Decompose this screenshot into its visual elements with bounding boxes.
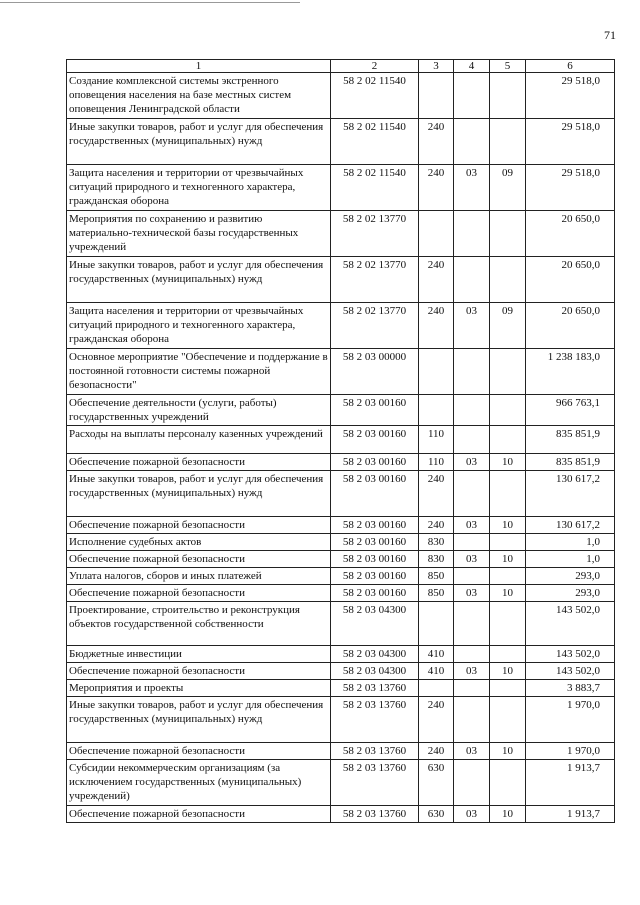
cell-vr: 410 (419, 646, 454, 663)
table-row (67, 534, 615, 551)
cell-pr: 10 (490, 454, 526, 471)
cell-rz (454, 395, 490, 426)
cell-code: 58 2 03 00160 (331, 568, 419, 585)
cell-code: 58 2 02 13770 (331, 211, 419, 257)
cell-sum: 1 913,7 (526, 806, 615, 823)
cell-pr: 10 (490, 585, 526, 602)
cell-code: 58 2 02 11540 (331, 73, 419, 119)
cell-pr: 10 (490, 663, 526, 680)
cell-name: Обеспечение пожарной безопасности (67, 517, 331, 534)
cell-pr: 10 (490, 517, 526, 534)
cell-sum: 835 851,9 (526, 426, 615, 454)
cell-sum: 1,0 (526, 551, 615, 568)
table-row (67, 517, 615, 534)
cell-name: Обеспечение пожарной безопасности (67, 551, 331, 568)
cell-pr (490, 395, 526, 426)
cell-pr (490, 760, 526, 806)
cell-vr: 830 (419, 534, 454, 551)
cell-name: Иные закупки товаров, работ и услуг для обеспечения государственных (муниципальных) нужд (67, 119, 331, 165)
cell-rz (454, 211, 490, 257)
cell-code: 58 2 03 00160 (331, 426, 419, 454)
cell-vr (419, 211, 454, 257)
cell-name: Проектирование, строительство и реконструкция объектов государственной собственности (67, 602, 331, 646)
table-row (67, 680, 615, 697)
cell-sum: 835 851,9 (526, 454, 615, 471)
cell-vr: 830 (419, 551, 454, 568)
cell-code: 58 2 03 00160 (331, 585, 419, 602)
cell-sum: 20 650,0 (526, 257, 615, 303)
cell-rz (454, 646, 490, 663)
cell-name: Создание комплексной системы экстренного оповещения населения на базе местных систем оповещения Ленинградской области (67, 73, 331, 119)
cell-rz (454, 119, 490, 165)
table-row (67, 697, 615, 743)
cell-pr: 09 (490, 303, 526, 349)
cell-rz (454, 602, 490, 646)
cell-sum: 1 970,0 (526, 743, 615, 760)
cell-code: 58 2 03 00160 (331, 517, 419, 534)
cell-rz: 03 (454, 585, 490, 602)
cell-rz (454, 257, 490, 303)
cell-pr (490, 349, 526, 395)
cell-rz (454, 73, 490, 119)
cell-code: 58 2 03 04300 (331, 663, 419, 680)
cell-vr: 850 (419, 585, 454, 602)
table-row (67, 760, 615, 806)
cell-sum: 966 763,1 (526, 395, 615, 426)
cell-code: 58 2 03 13760 (331, 806, 419, 823)
cell-sum: 1,0 (526, 534, 615, 551)
cell-name: Мероприятия по сохранению и развитию материально-технической базы государственных учреждений (67, 211, 331, 257)
cell-vr: 240 (419, 743, 454, 760)
cell-vr: 240 (419, 303, 454, 349)
cell-vr (419, 395, 454, 426)
cell-sum: 143 502,0 (526, 646, 615, 663)
cell-pr (490, 73, 526, 119)
cell-code: 58 2 03 00160 (331, 471, 419, 517)
cell-name: Мероприятия и проекты (67, 680, 331, 697)
cell-rz: 03 (454, 551, 490, 568)
cell-name: Обеспечение пожарной безопасности (67, 585, 331, 602)
cell-rz (454, 534, 490, 551)
cell-name: Защита населения и территории от чрезвычайных ситуаций природного и техногенного характера, гражданская оборона (67, 303, 331, 349)
table-row (67, 646, 615, 663)
cell-rz (454, 471, 490, 517)
table-row (67, 211, 615, 257)
cell-code: 58 2 03 13760 (331, 680, 419, 697)
cell-name: Обеспечение пожарной безопасности (67, 663, 331, 680)
cell-name: Обеспечение деятельности (услуги, работы) государственных учреждений (67, 395, 331, 426)
cell-code: 58 2 03 00160 (331, 395, 419, 426)
cell-name: Исполнение судебных актов (67, 534, 331, 551)
cell-rz (454, 697, 490, 743)
cell-sum: 3 883,7 (526, 680, 615, 697)
cell-vr: 110 (419, 454, 454, 471)
cell-code: 58 2 02 11540 (331, 119, 419, 165)
cell-sum: 293,0 (526, 568, 615, 585)
cell-name: Субсидии некоммерческим организациям (за исключением государственных (муниципальных) учреждений) (67, 760, 331, 806)
cell-pr (490, 211, 526, 257)
table-row (67, 426, 615, 454)
cell-pr: 10 (490, 806, 526, 823)
cell-rz (454, 349, 490, 395)
cell-code: 58 2 03 04300 (331, 646, 419, 663)
cell-vr: 630 (419, 806, 454, 823)
table-row (67, 73, 615, 119)
table-row (67, 806, 615, 823)
cell-vr: 630 (419, 760, 454, 806)
cell-name: Обеспечение пожарной безопасности (67, 806, 331, 823)
cell-rz (454, 568, 490, 585)
cell-vr: 240 (419, 119, 454, 165)
cell-code: 58 2 03 04300 (331, 602, 419, 646)
cell-pr (490, 534, 526, 551)
cell-vr (419, 73, 454, 119)
cell-code: 58 2 03 13760 (331, 760, 419, 806)
cell-rz: 03 (454, 454, 490, 471)
cell-rz: 03 (454, 165, 490, 211)
table-row (67, 349, 615, 395)
cell-name: Основное мероприятие "Обеспечение и поддержание в постоянной готовности системы пожарной безопасности" (67, 349, 331, 395)
cell-rz: 03 (454, 303, 490, 349)
table-row (67, 743, 615, 760)
table-row (67, 395, 615, 426)
cell-name: Обеспечение пожарной безопасности (67, 454, 331, 471)
table-row (67, 471, 615, 517)
cell-sum: 29 518,0 (526, 73, 615, 119)
cell-rz (454, 426, 490, 454)
cell-name: Бюджетные инвестиции (67, 646, 331, 663)
table-row (67, 663, 615, 680)
header-col-2: 2 (331, 60, 419, 73)
cell-pr (490, 426, 526, 454)
cell-sum: 1 238 183,0 (526, 349, 615, 395)
table-row (67, 303, 615, 349)
cell-sum: 143 502,0 (526, 602, 615, 646)
table-row (67, 165, 615, 211)
cell-vr (419, 602, 454, 646)
header-col-5: 5 (490, 60, 526, 73)
cell-rz: 03 (454, 663, 490, 680)
cell-name: Уплата налогов, сборов и иных платежей (67, 568, 331, 585)
cell-vr (419, 680, 454, 697)
cell-pr (490, 602, 526, 646)
header-col-1: 1 (67, 60, 331, 73)
cell-pr (490, 119, 526, 165)
header-col-6: 6 (526, 60, 615, 73)
cell-code: 58 2 03 00160 (331, 454, 419, 471)
cell-pr: 10 (490, 743, 526, 760)
table-row (67, 568, 615, 585)
cell-rz (454, 680, 490, 697)
page-number: 71 (604, 28, 616, 42)
cell-rz: 03 (454, 806, 490, 823)
cell-code: 58 2 03 13760 (331, 697, 419, 743)
cell-sum: 293,0 (526, 585, 615, 602)
table-header-row (67, 60, 615, 73)
cell-sum: 20 650,0 (526, 303, 615, 349)
cell-vr: 850 (419, 568, 454, 585)
cell-vr: 240 (419, 697, 454, 743)
cell-sum: 143 502,0 (526, 663, 615, 680)
header-col-3: 3 (419, 60, 454, 73)
table-row (67, 454, 615, 471)
cell-pr (490, 646, 526, 663)
cell-name: Иные закупки товаров, работ и услуг для обеспечения государственных (муниципальных) нужд (67, 257, 331, 303)
cell-pr (490, 568, 526, 585)
cell-vr: 240 (419, 257, 454, 303)
cell-pr (490, 257, 526, 303)
cell-vr: 240 (419, 517, 454, 534)
header-col-4: 4 (454, 60, 490, 73)
cell-code: 58 2 03 00000 (331, 349, 419, 395)
cell-sum: 1 970,0 (526, 697, 615, 743)
table-row (67, 551, 615, 568)
cell-code: 58 2 02 11540 (331, 165, 419, 211)
cell-vr: 110 (419, 426, 454, 454)
cell-name: Иные закупки товаров, работ и услуг для обеспечения государственных (муниципальных) нужд (67, 697, 331, 743)
cell-rz (454, 760, 490, 806)
cell-code: 58 2 02 13770 (331, 257, 419, 303)
cell-pr: 09 (490, 165, 526, 211)
cell-vr: 410 (419, 663, 454, 680)
cell-vr (419, 349, 454, 395)
cell-name: Расходы на выплаты персоналу казенных учреждений (67, 426, 331, 454)
cell-pr (490, 680, 526, 697)
scan-edge-line (0, 2, 300, 3)
cell-vr: 240 (419, 165, 454, 211)
cell-code: 58 2 03 00160 (331, 551, 419, 568)
cell-sum: 29 518,0 (526, 165, 615, 211)
table-row (67, 602, 615, 646)
cell-sum: 130 617,2 (526, 517, 615, 534)
cell-code: 58 2 03 13760 (331, 743, 419, 760)
cell-vr: 240 (419, 471, 454, 517)
cell-sum: 130 617,2 (526, 471, 615, 517)
table-row (67, 585, 615, 602)
cell-sum: 1 913,7 (526, 760, 615, 806)
cell-code: 58 2 03 00160 (331, 534, 419, 551)
cell-pr (490, 697, 526, 743)
cell-rz: 03 (454, 517, 490, 534)
cell-pr: 10 (490, 551, 526, 568)
cell-code: 58 2 02 13770 (331, 303, 419, 349)
table-row (67, 119, 615, 165)
budget-table (66, 59, 615, 823)
cell-name: Иные закупки товаров, работ и услуг для обеспечения государственных (муниципальных) нужд (67, 471, 331, 517)
cell-sum: 20 650,0 (526, 211, 615, 257)
cell-pr (490, 471, 526, 517)
cell-sum: 29 518,0 (526, 119, 615, 165)
table-row (67, 257, 615, 303)
cell-name: Обеспечение пожарной безопасности (67, 743, 331, 760)
cell-name: Защита населения и территории от чрезвычайных ситуаций природного и техногенного характера, гражданская оборона (67, 165, 331, 211)
cell-rz: 03 (454, 743, 490, 760)
